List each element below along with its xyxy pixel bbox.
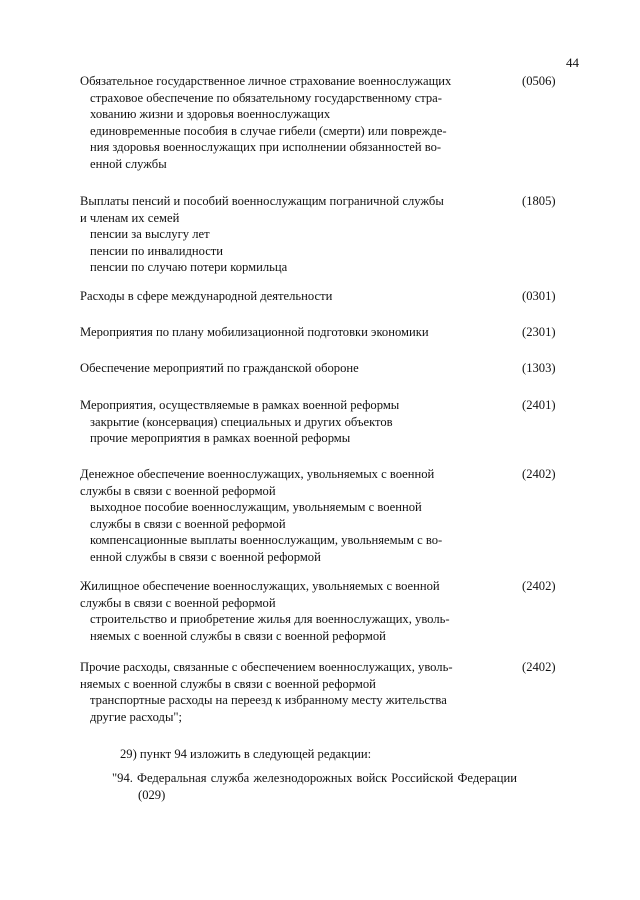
page-number: 44 <box>566 55 579 70</box>
section-code: (1805) <box>522 194 556 208</box>
section-heading: Мероприятия, осуществляемые в рамках военной реформы <box>80 398 400 412</box>
section-subitem: енной службы <box>90 156 167 171</box>
budget-section <box>80 193 500 276</box>
quoted-heading <box>112 770 576 803</box>
section-code: (2402) <box>522 579 556 593</box>
section-subitem: страховое обеспечение по обязательному государственному стра- <box>90 90 442 105</box>
budget-section <box>80 466 500 565</box>
section-subitem: единовременные пособия в случае гибели (смерти) или поврежде- <box>90 123 447 138</box>
budget-section <box>80 73 500 172</box>
budget-section <box>80 659 500 725</box>
section-subitem: хованию жизни и здоровья военнослужащих <box>90 107 331 121</box>
budget-section <box>80 578 500 644</box>
budget-section <box>80 397 500 447</box>
section-heading: Расходы в сфере международной деятельности <box>80 289 333 303</box>
section-heading: Денежное обеспечение военнослужащих, увольняемых с военной <box>80 467 435 481</box>
section-subitem: прочие мероприятия в рамках военной реформы <box>90 431 351 445</box>
section-heading: службы в связи с военной реформой <box>80 595 276 610</box>
section-heading: Обеспечение мероприятий по гражданской обороне <box>80 361 359 375</box>
section-subitem: компенсационные выплаты военнослужащим, увольняемым с во- <box>90 533 443 547</box>
section-code: (0506) <box>522 74 556 88</box>
section-heading: и членам их семей <box>80 210 180 225</box>
budget-section <box>80 324 500 341</box>
section-subitem: строительство и приобретение жилья для военнослужащих, уволь- <box>90 612 450 626</box>
section-heading: Обязательное государственное личное страхование военнослужащих <box>80 74 452 88</box>
quoted-heading-code: (029) <box>138 787 166 802</box>
section-subitem: службы в связи с военной реформой <box>90 516 286 531</box>
section-subitem: закрытие (консервация) специальных и других объектов <box>90 414 393 429</box>
section-heading: Жилищное обеспечение военнослужащих, увольняемых с военной <box>80 579 440 593</box>
section-code: (2402) <box>522 660 556 674</box>
section-code: (2402) <box>522 467 556 481</box>
section-heading: няемых с военной службы в связи с военной реформой <box>80 676 376 691</box>
section-subitem: другие расходы"; <box>90 709 183 724</box>
section-subitem: енной службы в связи с военной реформой <box>90 549 321 564</box>
amendment-paragraph: 29) пункт 94 изложить в следующей редакции: <box>120 747 372 761</box>
section-subitem: пенсии за выслугу лет <box>90 227 210 241</box>
section-heading: службы в связи с военной реформой <box>80 483 276 498</box>
section-code: (1303) <box>522 361 556 375</box>
section-heading: Мероприятия по плану мобилизационной подготовки экономики <box>80 325 429 339</box>
quoted-heading-line: "94. Федеральная служба железнодорожных войск Российской Федерации <box>112 771 517 785</box>
section-subitem: ния здоровья военнослужащих при исполнении обязанностей во- <box>90 140 442 154</box>
budget-section <box>80 360 500 377</box>
section-subitem: пенсии по случаю потери кормильца <box>90 260 288 274</box>
section-subitem: транспортные расходы на переезд к избранному месту жительства <box>90 693 447 707</box>
section-heading: Выплаты пенсий и пособий военнослужащим пограничной службы <box>80 194 444 208</box>
section-subitem: пенсии по инвалидности <box>90 243 224 258</box>
section-subitem: выходное пособие военнослужащим, увольняемым с военной <box>90 500 422 514</box>
section-code: (2301) <box>522 325 556 339</box>
section-code: (0301) <box>522 289 556 303</box>
section-code: (2401) <box>522 398 556 412</box>
section-heading: Прочие расходы, связанные с обеспечением военнослужащих, уволь- <box>80 660 453 674</box>
budget-section <box>80 288 500 305</box>
section-subitem: няемых с военной службы в связи с военной реформой <box>90 628 386 643</box>
